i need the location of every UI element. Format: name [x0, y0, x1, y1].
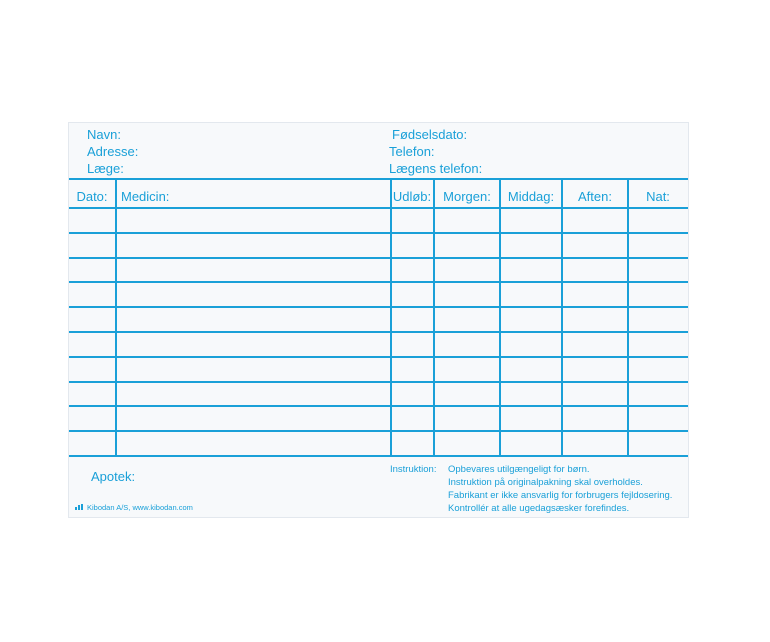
column-separator [433, 178, 435, 457]
navn-label: Navn: [87, 127, 121, 142]
col-udloeb-header: Udløb: [392, 189, 432, 204]
instruktion-label: Instruktion: [390, 464, 437, 475]
column-separator [627, 178, 629, 457]
col-aften-header: Aften: [578, 189, 612, 204]
table-row [69, 381, 688, 383]
laege-label: Læge: [87, 161, 124, 176]
apotek-label: Apotek: [91, 469, 136, 484]
col-medicin-header: Medicin: [121, 189, 170, 204]
table-row [69, 430, 688, 432]
table-row [69, 306, 688, 308]
telefon-label: Telefon: [389, 144, 435, 159]
table-row [69, 281, 688, 283]
col-middag-header: Middag: [507, 189, 555, 204]
laegens-telefon-label: Lægens telefon: [389, 161, 483, 176]
kibodan-logo-icon [75, 504, 84, 510]
foedselsdato-label: Fødselsdato: [392, 127, 468, 142]
column-separator [390, 178, 392, 457]
table-row [69, 356, 688, 358]
instruction-line: Fabrikant er ikke ansvarlig for forbrugers fejldosering. [448, 490, 673, 501]
column-separator [499, 178, 501, 457]
col-dato-header: Dato: [76, 189, 108, 204]
table-row [69, 405, 688, 407]
table-row [69, 331, 688, 333]
col-nat-header: Nat: [646, 189, 670, 204]
instruction-line: Instruktion på originalpakning skal overholdes. [448, 477, 643, 488]
table-row [69, 257, 688, 259]
header-top-rule [69, 178, 688, 180]
col-morgen-header: Morgen: [443, 189, 491, 204]
instruction-line: Opbevares utilgængeligt for børn. [448, 464, 590, 475]
column-separator [115, 178, 117, 457]
instruction-line: Kontrollér at alle ugedagsæsker forefindes. [448, 503, 630, 514]
adresse-label: Adresse: [87, 144, 139, 159]
table-row [69, 232, 688, 234]
column-separator [561, 178, 563, 457]
header-bottom-rule [69, 207, 688, 209]
table-row [69, 455, 688, 457]
brand-footer: Kibodan A/S, www.kibodan.com [87, 503, 193, 512]
medicine-card [68, 122, 689, 518]
